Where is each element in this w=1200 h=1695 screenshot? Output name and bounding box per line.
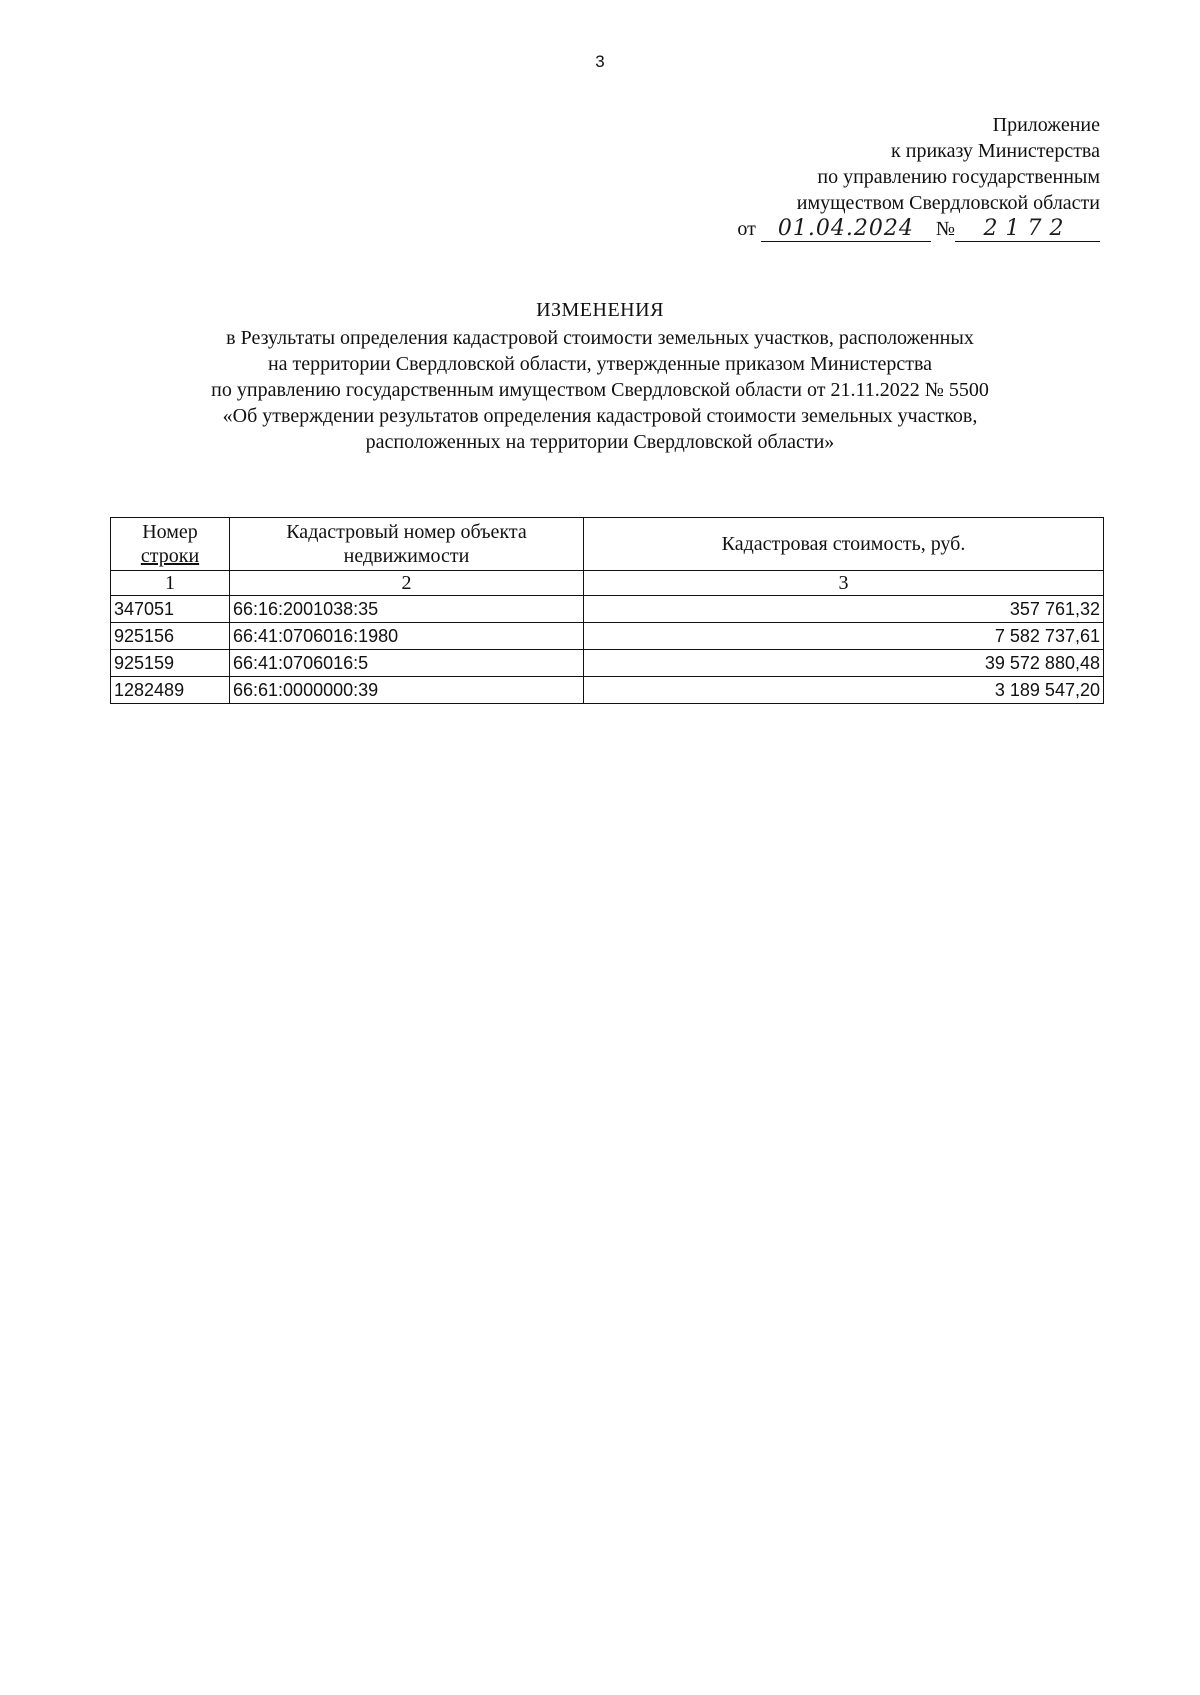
approval-line: к приказу Министерства <box>891 140 1100 162</box>
date-prefix: от <box>737 218 756 240</box>
handwritten-order-number: 2172 <box>955 217 1100 242</box>
title-line: расположенных на территории Свердловской области» <box>365 431 835 453</box>
row-number-cell: 1282489 <box>111 677 230 704</box>
table-header-row <box>111 518 1104 571</box>
approval-line: по управлению государственным <box>817 166 1100 188</box>
approval-line: Приложение <box>992 114 1100 136</box>
approval-block <box>660 112 1100 242</box>
cadastral-number-cell: 66:16:2001038:35 <box>230 596 584 623</box>
header-cadastral-number <box>230 518 584 571</box>
title-line: в Результаты определения кадастровой стоимости земельных участков, расположенных <box>226 327 974 349</box>
table-row <box>111 650 1104 677</box>
header-cadastral-value: Кадастровая стоимость, руб. <box>584 518 1104 571</box>
column-number: 1 <box>111 571 230 596</box>
header-row-number-line1: Номер <box>142 521 198 543</box>
cadastral-number-cell: 66:61:0000000:39 <box>230 677 584 704</box>
row-number-cell: 925156 <box>111 623 230 650</box>
column-number-row <box>111 571 1104 596</box>
header-cadastral-line1: Кадастровый номер объекта <box>286 521 527 543</box>
row-number-cell: 925159 <box>111 650 230 677</box>
header-cadastral-line2: недвижимости <box>343 545 470 567</box>
order-date-number-line <box>660 216 1100 242</box>
row-number-cell: 347051 <box>111 596 230 623</box>
document-heading: ИЗМЕНЕНИЯ <box>536 299 664 321</box>
table-row <box>111 596 1104 623</box>
column-number: 3 <box>584 571 1104 596</box>
header-row-number-line2: строки <box>140 545 200 567</box>
page-number: 3 <box>595 52 605 71</box>
handwritten-date: 01.04.2024 <box>761 217 931 242</box>
cadastral-value-cell: 39 572 880,48 <box>584 650 1104 677</box>
document-title-block <box>130 297 1070 455</box>
approval-line: имуществом Свердловской области <box>796 192 1100 214</box>
cadastral-number-cell: 66:41:0706016:5 <box>230 650 584 677</box>
column-number: 2 <box>230 571 584 596</box>
header-row-number <box>111 518 230 571</box>
table-row <box>111 677 1104 704</box>
cadastral-value-cell: 3 189 547,20 <box>584 677 1104 704</box>
title-line: по управлению государственным имуществом Свердловской области от 21.11.2022 № 5500 <box>211 379 989 401</box>
cadastral-value-table <box>110 517 1104 704</box>
number-prefix: № <box>935 218 955 240</box>
cadastral-value-cell: 7 582 737,61 <box>584 623 1104 650</box>
title-line: «Об утверждении результатов определения кадастровой стоимости земельных участков, <box>222 405 978 427</box>
title-line: на территории Свердловской области, утвержденные приказом Министерства <box>267 353 933 375</box>
table-row <box>111 623 1104 650</box>
cadastral-value-cell: 357 761,32 <box>584 596 1104 623</box>
cadastral-number-cell: 66:41:0706016:1980 <box>230 623 584 650</box>
